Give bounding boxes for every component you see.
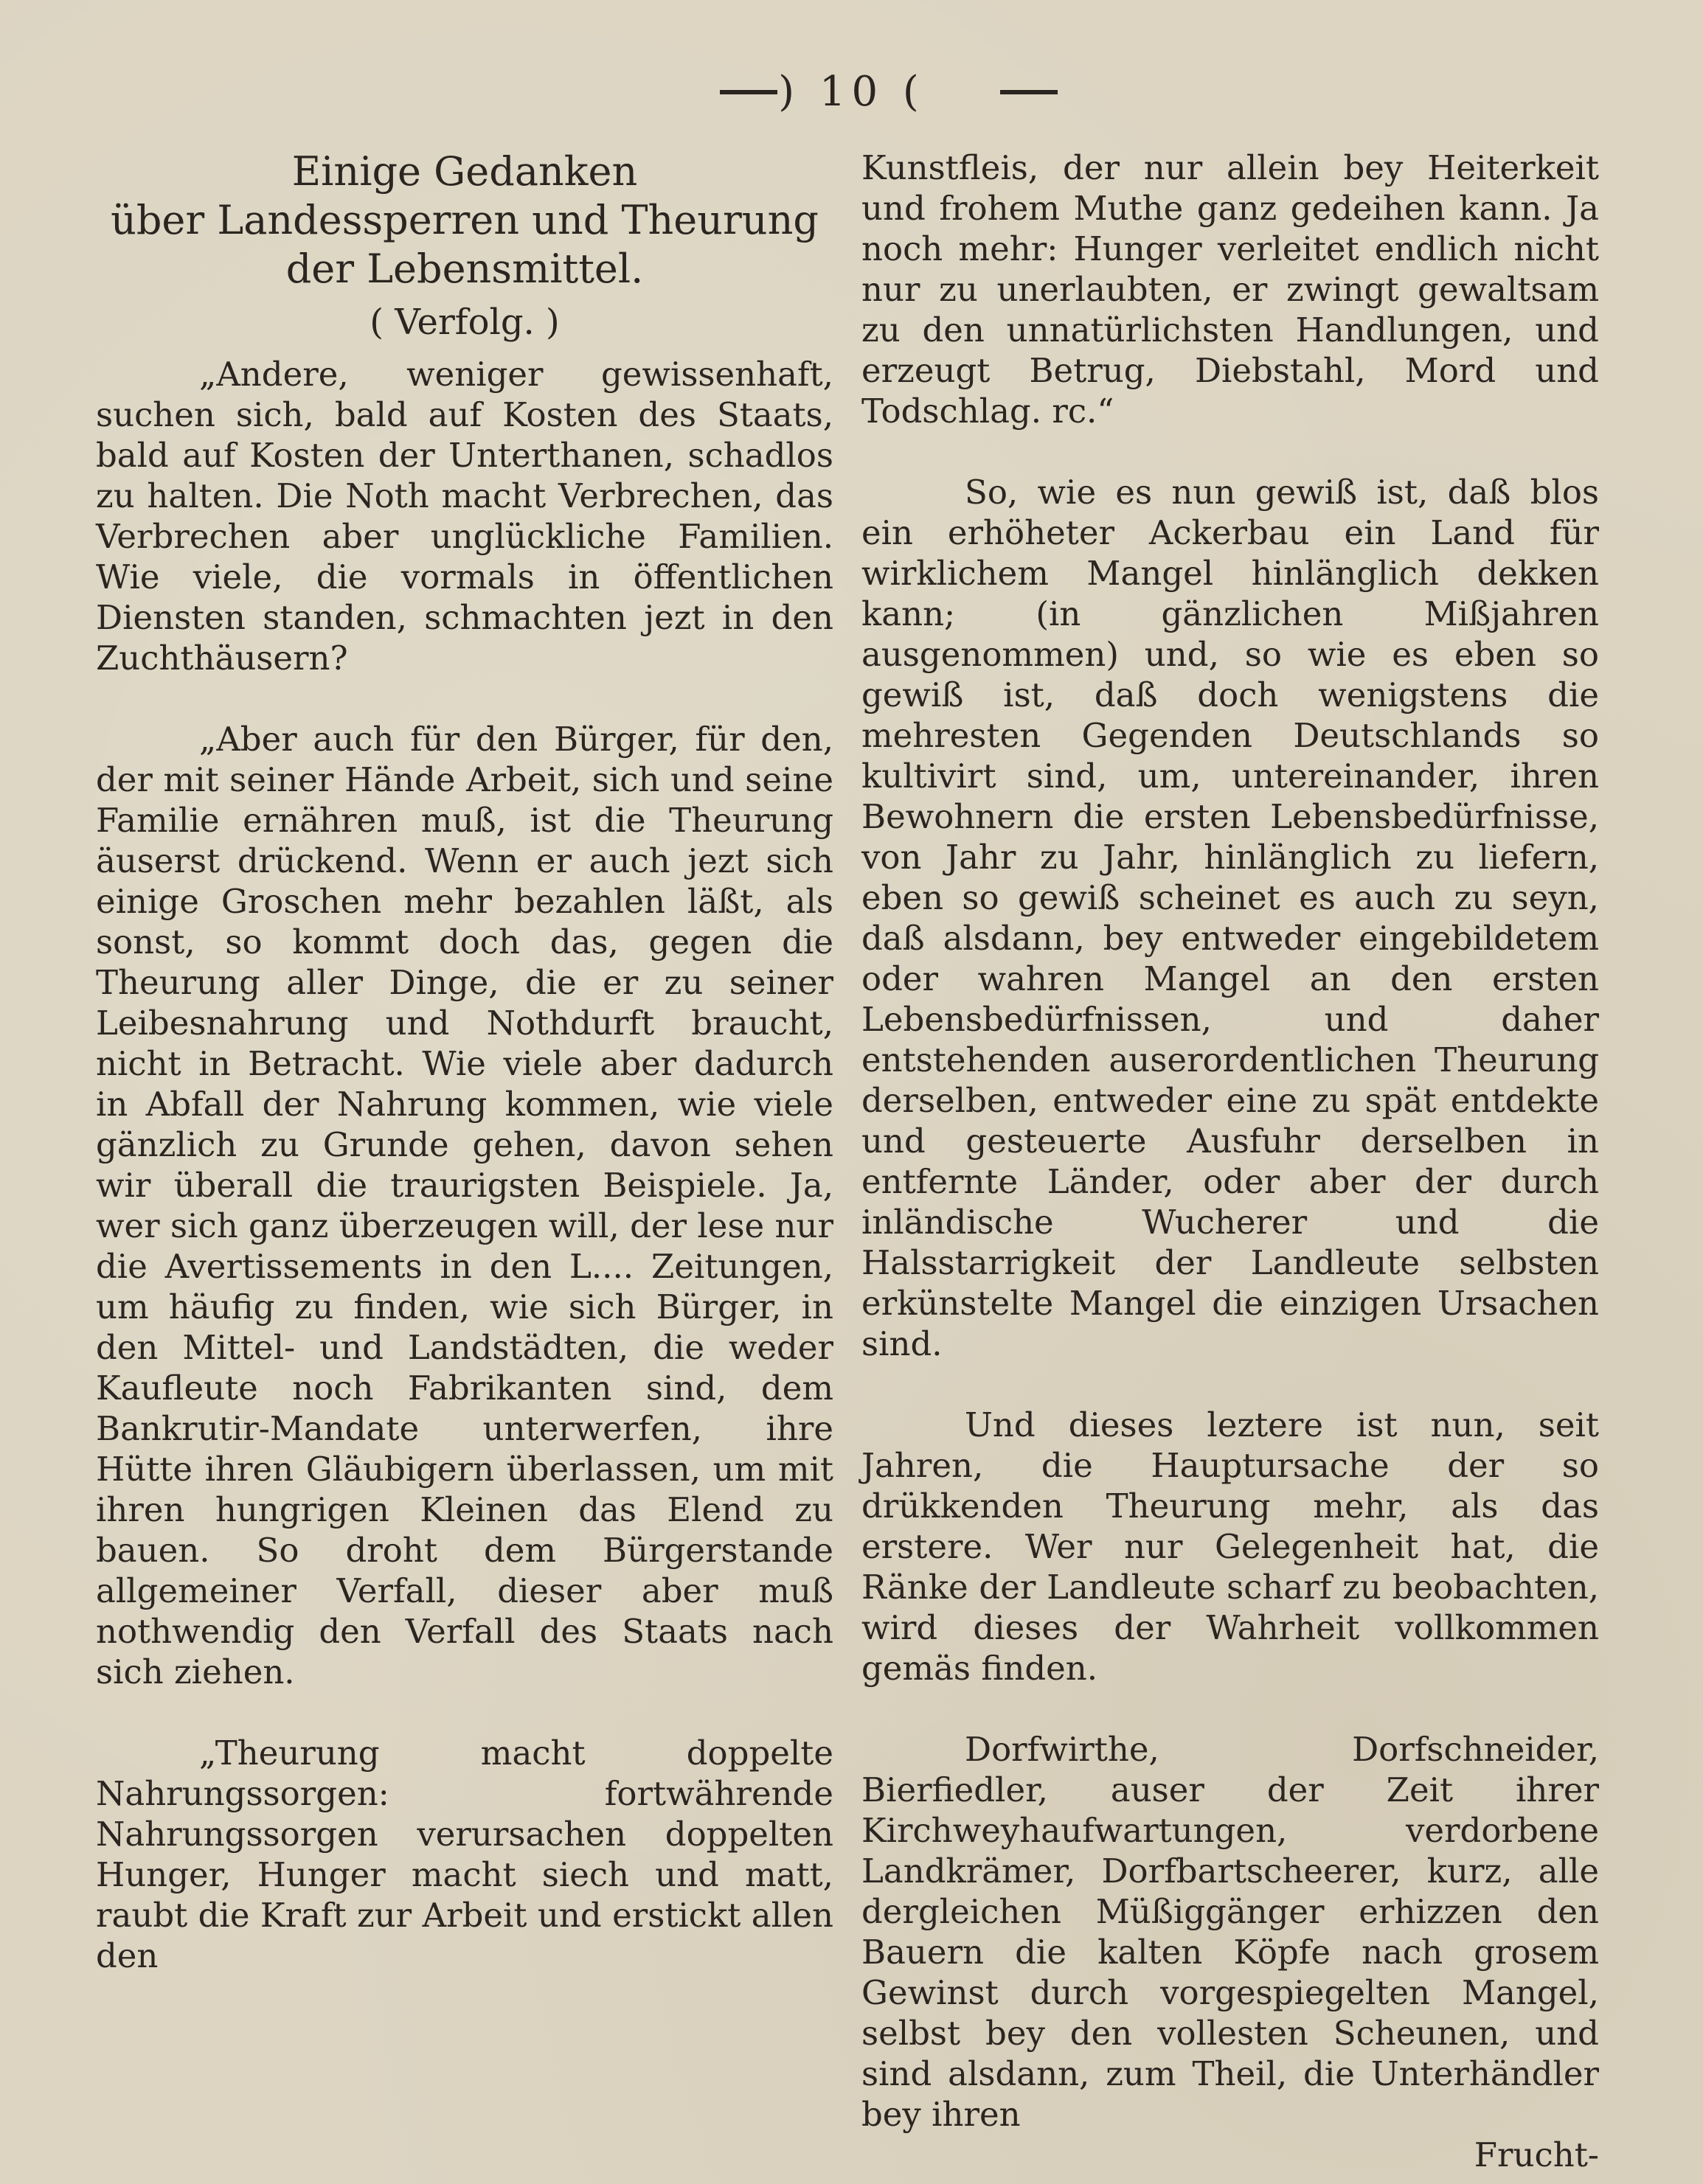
paragraph: So, wie es nun gewiß ist, daß blos ein erhöheter Ackerbau ein Land für wirklichem Mangel hinlänglich dekken kann; (in gänzlichen Mißjahren ausgenommen) und, so wie es eben so gewiß ist, daß doch wenigstens die mehresten Gegenden Deutschlands so kultivirt sind, um, untereinander, ihren Bewohnern die ersten Lebensbedürfnisse, von Jahr zu Jahr, hinlänglich zu liefern, eben so gewiß scheinet es auch zu seyn, daß alsdann, bey entweder eingebildetem oder wahren Mangel an den ersten Lebensbedürfnissen, und daher entstehenden auserordentlichen Theurung derselben, entweder eine zu spät entdekte und gesteuerte Ausfuhr derselben in entfernte Länder, oder aber der durch inländische Wucherer und die Halsstarrigkeit der Landleute selbsten erkünstelte Mangel die einzigen Ursachen sind.	[861, 473, 1599, 1363]
header-rule-right	[1000, 90, 1058, 94]
paragraph: „Aber auch für den Bürger, für den, der mit seiner Hände Arbeit, sich und seine Familie ernähren muß, ist die Theurung äuserst drückend. Wenn er auch jezt sich einige Groschen mehr bezahlen läßt, als sonst, so kommt doch das, gegen die Theurung aller Dinge, die er zu seiner Leibesnahrung und Nothdurft braucht, nicht in Betracht. Wie viele aber dadurch in Abfall der Nahrung kommen, wie viele gänzlich zu Grunde gehen, davon sehen wir überall die traurigsten Beispiele. Ja, wer sich ganz überzeugen will, der lese nur die Avertissements in den L.... Zeitungen, um häufig zu finden, wie sich Bürger, in den Mittel- und Landstädten, die weder Kaufleute noch Fabrikanten sind, dem Bankrutir-Mandate unterwerfen, ihre Hütte ihren Gläubigern überlassen, um mit ihren hungrigen Kleinen das Elend zu bauen. So droht dem Bürgerstande allgemeiner Verfall, dieser aber muß nothwendig den Verfall des Staats nach sich ziehen.	[96, 720, 833, 1691]
paragraph: „Andere, weniger gewissenhaft, suchen sich, bald auf Kosten des Staats, bald auf Kosten der Unterthanen, schadlos zu halten. Die Noth macht Verbrechen, das Verbrechen aber unglückliche Familien. Wie viele, die vormals in öffentlichen Diensten standen, schmachten jezt in den Zuchthäusern?	[96, 355, 833, 678]
paragraph: „Theurung macht doppelte Nahrungssorgen: fortwährende Nahrungssorgen verursachen doppelten Hunger, Hunger macht siech und matt, raubt die Kraft zur Arbeit und erstickt allen den	[96, 1733, 833, 1975]
article-title-line-2: über Landessperren und Theurung	[111, 197, 819, 243]
article-subtitle: ( Verfolg. )	[370, 302, 560, 343]
article-title-line-1: Einige Gedanken	[291, 148, 638, 195]
page-number: ) 10 (	[778, 68, 925, 116]
paragraph: Kunstfleis, der nur allein bey Heiterkeit und frohem Muthe ganz gedeihen kann. Ja noch mehr: Hunger verleitet endlich nicht nur zu unerlaubten, er zwingt gewaltsam zu den unnatürlichsten Handlungen, und erzeugt Betrug, Diebstahl, Mord und Todschlag. rc.“	[861, 148, 1599, 431]
right-column	[861, 147, 1599, 2175]
paragraph: Und dieses leztere ist nun, seit Jahren, die Hauptursache der so drükkenden Theurung mehr, als das erstere. Wer nur Gelegenheit hat, die Ränke der Landleute scharf zu beobachten, wird dieses der Wahrheit vollkommen gemäs finden.	[861, 1405, 1599, 1688]
left-column	[96, 147, 833, 1976]
article-title-line-3: der Lebensmittel.	[285, 246, 644, 292]
paragraph: Dorfwirthe, Dorfschneider, Bierfiedler, auser der Zeit ihrer Kirchweyhaufwartungen, verdorbene Landkrämer, Dorfbartscheerer, kurz, alle dergleichen Müßiggänger erhizzen den Bauern die kalten Köpfe nach grosem Gewinst durch vorgespiegelten Mangel, selbst bey den vollesten Scheunen, und sind alsdann, zum Theil, die Unterhändler bey ihren	[861, 1730, 1599, 2134]
catchword: Frucht-	[1474, 2135, 1599, 2174]
